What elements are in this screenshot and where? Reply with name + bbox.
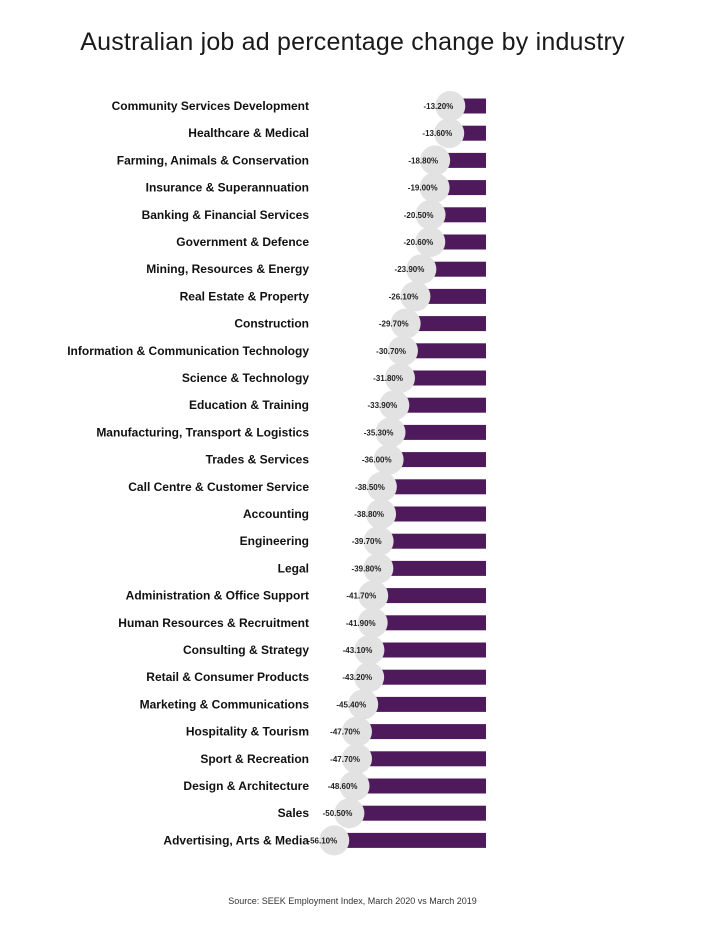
value-label: -45.40% xyxy=(336,700,367,710)
value-label: -38.50% xyxy=(355,482,385,492)
category-label: Consulting & Strategy xyxy=(182,643,309,657)
category-label: Mining, Resources & Energy xyxy=(146,262,309,277)
chart-row xyxy=(180,281,486,311)
bar xyxy=(378,561,486,576)
value-label: -19.00% xyxy=(407,183,438,193)
chart-row xyxy=(163,825,486,855)
bar xyxy=(355,779,486,794)
chart-row xyxy=(146,254,486,284)
category-label: Retail & Consumer Products xyxy=(146,670,309,685)
value-label: -43.20% xyxy=(342,673,373,683)
category-label: Trades & Services xyxy=(205,452,309,467)
category-label: Education & Training xyxy=(188,398,309,413)
value-label: -33.90% xyxy=(367,401,398,411)
chart-row xyxy=(67,336,486,366)
chart-row xyxy=(117,145,486,175)
chart-row xyxy=(146,662,486,692)
chart-row xyxy=(183,771,486,801)
category-label: Community Services Development xyxy=(111,99,309,113)
bar xyxy=(382,479,486,494)
chart-row xyxy=(140,689,486,719)
category-label: Insurance & Superannuation xyxy=(145,180,309,195)
category-label: Healthcare & Medical xyxy=(188,126,309,141)
chart-row xyxy=(142,200,486,230)
chart-row xyxy=(243,499,486,529)
bar xyxy=(363,697,486,712)
chart-row xyxy=(126,581,486,611)
bar xyxy=(349,806,486,821)
value-label: -48.60% xyxy=(327,782,358,791)
category-label: Call Centre & Customer Service xyxy=(128,479,309,494)
value-label: -41.70% xyxy=(346,591,377,601)
category-label: Design & Architecture xyxy=(183,779,309,793)
category-label: Engineering xyxy=(239,534,309,549)
category-label: Construction xyxy=(234,316,309,331)
category-label: Farming, Animals & Conservation xyxy=(116,153,309,168)
value-label: -26.10% xyxy=(388,292,419,302)
chart-row xyxy=(188,118,486,148)
source-note: Source: SEEK Employment Index, March 2020 vs March 2019 xyxy=(228,896,477,906)
chart-row xyxy=(200,744,486,774)
category-label: Sport & Recreation xyxy=(200,751,309,766)
chart-title: Australian job ad percentage change by industry xyxy=(80,28,625,56)
bar xyxy=(373,588,486,603)
value-label: -39.70% xyxy=(351,537,382,547)
category-label: Advertising, Arts & Media xyxy=(163,833,309,848)
chart-row xyxy=(189,390,486,420)
category-label: Information & Communication Technology xyxy=(67,343,309,358)
chart-row xyxy=(234,309,486,339)
value-label: -38.80% xyxy=(354,510,385,519)
value-label: -30.70% xyxy=(376,346,406,356)
bars-layer xyxy=(67,91,486,855)
category-label: Marketing & Communications xyxy=(139,697,309,712)
category-label: Hospitality & Tourism xyxy=(185,724,309,739)
bar xyxy=(334,833,486,848)
category-label: Legal xyxy=(277,561,309,576)
value-label: -36.00% xyxy=(361,455,392,465)
bar xyxy=(379,534,486,549)
category-label: Government & Defence xyxy=(176,235,309,249)
bar xyxy=(357,724,486,739)
chart-row xyxy=(112,91,486,121)
value-label: -41.90% xyxy=(345,618,376,628)
chart-row xyxy=(278,553,486,583)
value-label: -56.10% xyxy=(307,836,338,846)
value-label: -35.30% xyxy=(363,428,394,438)
category-label: Science & Technology xyxy=(181,371,309,385)
category-label: Banking & Financial Services xyxy=(141,207,309,222)
chart-row xyxy=(186,717,486,747)
chart-row xyxy=(118,608,486,638)
chart-row xyxy=(182,363,486,393)
chart-row xyxy=(240,526,486,556)
bar xyxy=(369,643,486,658)
value-label: -31.80% xyxy=(373,374,403,383)
category-label: Sales xyxy=(277,806,309,821)
category-label: Administration & Office Support xyxy=(125,588,309,603)
value-label: -20.50% xyxy=(403,210,434,220)
value-label: -13.60% xyxy=(422,129,453,139)
value-label: -29.70% xyxy=(378,319,409,329)
value-label: -43.10% xyxy=(342,646,373,655)
value-label: -20.60% xyxy=(403,238,434,247)
chart-row xyxy=(146,173,486,203)
chart-row xyxy=(96,417,486,447)
bar xyxy=(373,615,486,630)
category-label: Accounting xyxy=(243,507,309,521)
category-label: Manufacturing, Transport & Logistics xyxy=(96,425,309,440)
value-label: -47.70% xyxy=(330,754,360,764)
bar xyxy=(357,751,486,766)
chart-row xyxy=(183,635,486,665)
bar xyxy=(381,507,486,522)
chart-row xyxy=(278,798,486,828)
value-label: -18.80% xyxy=(408,156,439,166)
value-label: -47.70% xyxy=(330,727,360,737)
value-label: -13.20% xyxy=(423,102,454,111)
value-label: -50.50% xyxy=(322,809,353,819)
chart-row xyxy=(176,227,486,257)
chart-row xyxy=(206,445,486,475)
category-label: Real Estate & Property xyxy=(179,289,309,304)
value-label: -39.80% xyxy=(351,564,382,574)
value-label: -23.90% xyxy=(394,265,425,275)
category-label: Human Resources & Recruitment xyxy=(118,615,309,630)
chart-row xyxy=(128,472,486,502)
bar xyxy=(369,670,486,685)
